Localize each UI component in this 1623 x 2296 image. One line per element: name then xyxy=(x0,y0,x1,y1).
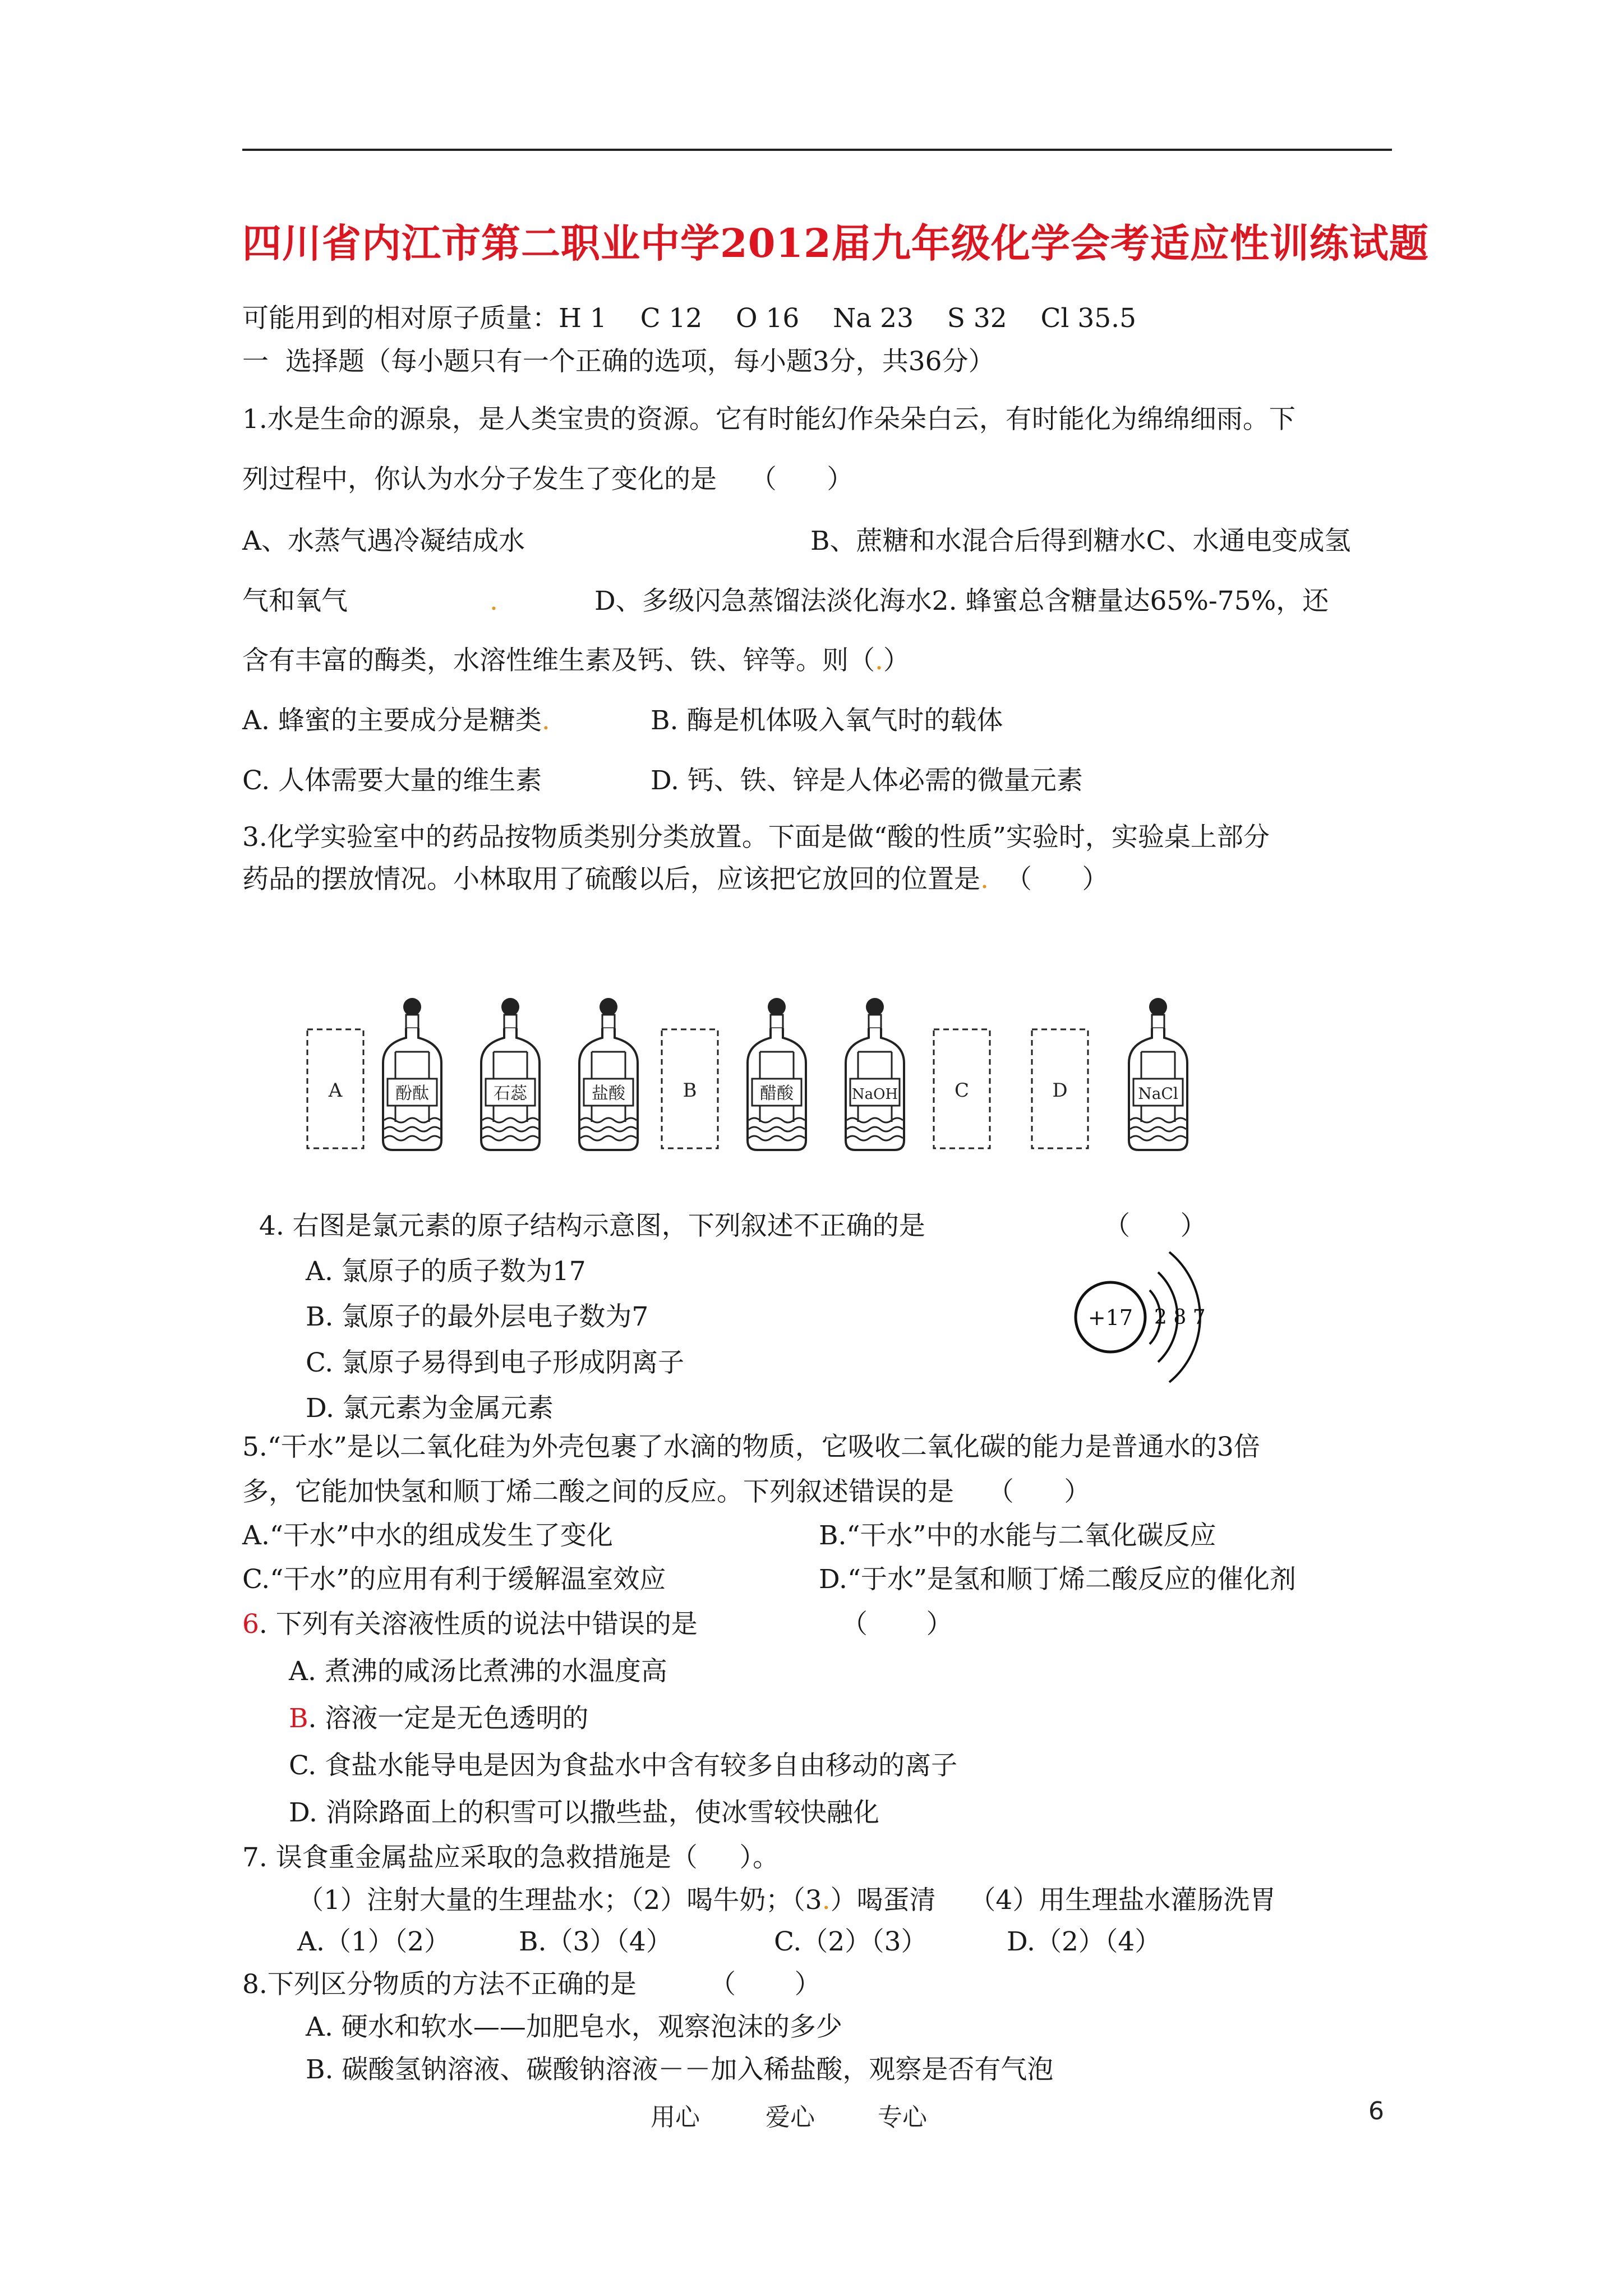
slot-label-c: C xyxy=(954,1079,970,1102)
q6-option-a: A. 煮沸的咸汤比煮沸的水温度高 xyxy=(289,1656,667,1687)
q2-option-c: C. 人体需要大量的维生素 xyxy=(242,765,542,796)
q8-answer-paren: （ ） xyxy=(709,1969,821,2000)
q5-option-b: B.“干水”中的水能与二氧化碳反应 xyxy=(819,1520,1216,1551)
slot-label-b: B xyxy=(683,1079,697,1102)
page-number: 6 xyxy=(1368,2097,1384,2125)
q6-stem: 6. 下列有关溶液性质的说法中错误的是 xyxy=(242,1609,698,1640)
footer-word-2: 爱心 xyxy=(766,2103,815,2132)
bottle-phenolphthalein xyxy=(383,998,441,1150)
atomic-masses: 可能用到的相对原子质量：H 1 C 12 O 16 Na 23 S 32 Cl 35.5 xyxy=(242,303,1137,334)
q1-option-c-continued: 气和氧气 xyxy=(242,586,348,616)
orange-dot-mark: . xyxy=(875,645,883,676)
exam-title: 四川省内江市第二职业中学2012届九年级化学会考适应性训练试题 xyxy=(242,220,1429,266)
q8-stem: 8.下列区分物质的方法不正确的是 xyxy=(242,1969,637,2000)
q2-option-b: B. 酶是机体吸入氧气时的载体 xyxy=(651,705,1003,736)
footer-word-1: 用心 xyxy=(651,2103,700,2132)
q5-option-c: C.“干水”的应用有利于缓解温室效应 xyxy=(242,1564,666,1595)
q7-stem: 7. 误食重金属盐应采取的急救措施是（ ）。 xyxy=(242,1842,779,1873)
electron-shells: 2 8 7 xyxy=(1154,1306,1206,1329)
svg-text:酚酞: 酚酞 xyxy=(395,1084,429,1103)
q7-option-c: C.（2）（3） xyxy=(774,1926,928,1957)
reagent-shelf-figure xyxy=(303,996,1223,1170)
q3-stem-line1: 3.化学实验室中的药品按物质类别分类放置。下面是做“酸的性质”实验时，实验桌上部分 xyxy=(242,822,1270,853)
bottle-hydrochloric-acid xyxy=(579,998,638,1150)
q6-number: 6 xyxy=(242,1609,259,1640)
section-heading: 一 选择题（每小题只有一个正确的选项，每小题3分，共36分） xyxy=(242,346,995,377)
svg-text:NaCl: NaCl xyxy=(1138,1084,1178,1103)
q6-option-d: D. 消除路面上的积雪可以撒些盐，使冰雪较快融化 xyxy=(289,1797,879,1828)
q5-stem-line2: 多，它能加快氢和顺丁烯二酸之间的反应。下列叙述错误的是 （ ） xyxy=(242,1476,1091,1507)
q3-stem-line2: 药品的摆放情况。小林取用了硫酸以后，应该把它放回的位置是. （ ） xyxy=(242,864,1109,895)
q1-option-b-c: B、蔗糖和水混合后得到糖水C、水通电变成氢 xyxy=(810,526,1351,556)
q8-option-a: A. 硬水和软水——加肥皂水，观察泡沫的多少 xyxy=(306,2012,842,2042)
bottle-naoh xyxy=(846,998,904,1150)
q7-option-b: B.（3）（4） xyxy=(519,1926,672,1957)
q4-option-b: B. 氯原子的最外层电子数为7 xyxy=(306,1301,649,1332)
q4-option-a: A. 氯原子的质子数为17 xyxy=(306,1256,586,1287)
q5-option-d: D.“于水”是氢和顺丁烯二酸反应的催化剂 xyxy=(819,1564,1297,1595)
q1-option-d-q2-start: D、多级闪急蒸馏法淡化海水2. 蜂蜜总含糖量达65%-75%，还 xyxy=(594,586,1329,616)
slot-label-d: D xyxy=(1052,1079,1068,1102)
q4-stem: 4. 右图是氯元素的原子结构示意图，下列叙述不正确的是 xyxy=(259,1211,925,1241)
bottle-acetic-acid xyxy=(748,998,806,1150)
svg-text:盐酸: 盐酸 xyxy=(592,1084,625,1103)
svg-text:NaOH: NaOH xyxy=(851,1086,898,1103)
bottle-litmus xyxy=(481,998,540,1150)
q1-stem-line2: 列过程中，你认为水分子发生了变化的是 （ ） xyxy=(242,464,854,495)
q6-option-c: C. 食盐水能导电是因为食盐水中含有较多自由移动的离子 xyxy=(289,1750,958,1781)
q4-answer-paren: （ ） xyxy=(1104,1211,1207,1241)
q5-stem-line1: 5.“干水”是以二氧化硅为外壳包裹了水滴的物质，它吸收二氧化碳的能力是普通水的3倍 xyxy=(242,1432,1260,1462)
slot-label-a: A xyxy=(328,1079,343,1102)
q2-option-a: A. 蜂蜜的主要成分是糖类. xyxy=(242,705,550,736)
q2-stem-line2: 含有丰富的酶类，水溶性维生素及钙、铁、锌等。则（.） xyxy=(242,645,910,676)
q5-option-a: A.“干水”中水的组成发生了变化 xyxy=(242,1520,613,1551)
svg-text:石蕊: 石蕊 xyxy=(494,1084,527,1103)
q8-option-b: B. 碳酸氢钠溶液、碳酸钠溶液－－加入稀盐酸，观察是否有气泡 xyxy=(306,2054,1054,2085)
q1-option-a: A、水蒸气遇冷凝结成水 xyxy=(242,526,525,556)
q6-option-b: B. 溶液一定是无色透明的 xyxy=(289,1703,589,1734)
q1-stem-line1: 1.水是生命的源泉，是人类宝贵的资源。它有时能幻作朵朵白云，有时能化为绵绵细雨。下 xyxy=(242,404,1295,435)
q4-option-c: C. 氯原子易得到电子形成阴离子 xyxy=(306,1347,685,1378)
q2-option-d: D. 钙、铁、锌是人体必需的微量元素 xyxy=(651,765,1083,796)
orange-dot-mark: . xyxy=(980,864,989,895)
q6-option-b-letter: B xyxy=(289,1703,308,1734)
orange-dot-mark: . xyxy=(490,586,498,616)
q7-option-d: D.（2）（4） xyxy=(1007,1926,1161,1957)
bottle-nacl xyxy=(1129,998,1187,1150)
q7-option-a: A.（1）（2） xyxy=(297,1926,451,1957)
orange-dot-mark: . xyxy=(541,705,550,736)
header-rule xyxy=(242,149,1392,151)
q4-option-d: D. 氯元素为金属元素 xyxy=(306,1393,554,1424)
orange-dot-mark: . xyxy=(822,1885,831,1916)
chlorine-atom-diagram xyxy=(1066,1240,1234,1397)
svg-text:醋酸: 醋酸 xyxy=(760,1084,794,1103)
q6-answer-paren: （ ） xyxy=(841,1609,953,1640)
nucleus-charge: +17 xyxy=(1087,1305,1133,1330)
footer-word-3: 专心 xyxy=(878,2103,927,2132)
q7-items: （1）注射大量的生理盐水；（2）喝牛奶；（3.）喝蛋清 （4）用生理盐水灌肠洗胃 xyxy=(297,1885,1276,1916)
